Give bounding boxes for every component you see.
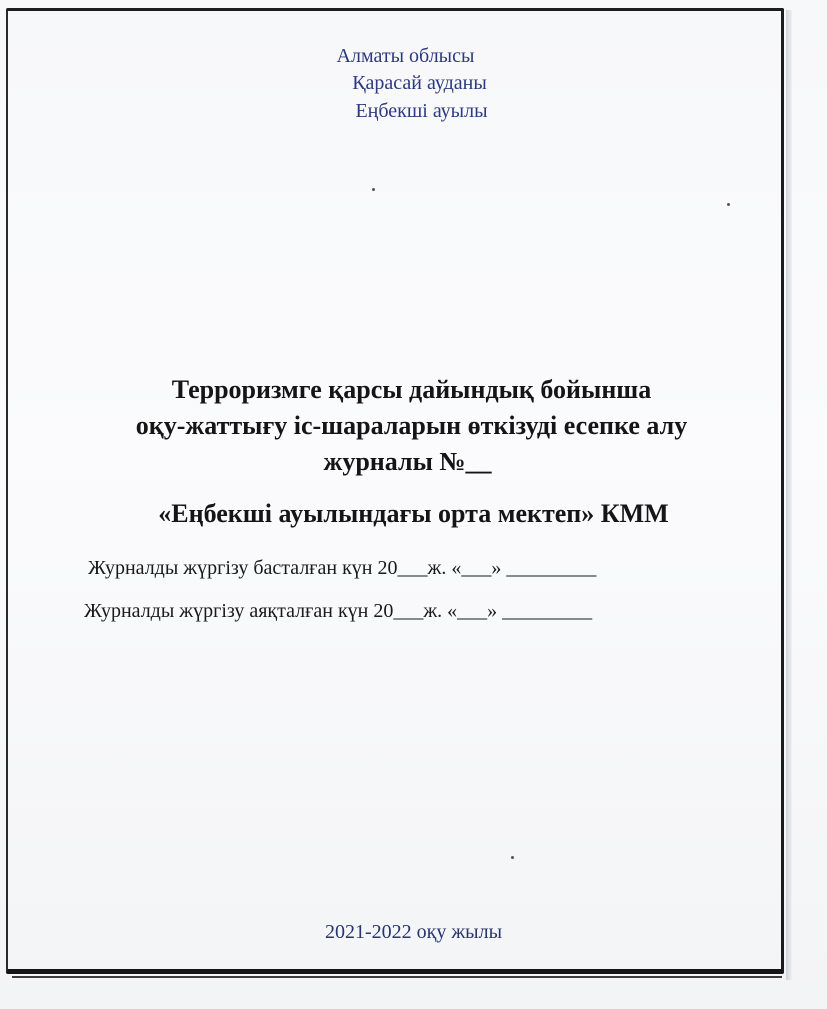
journal-start-date-field: Журналды жүргізу басталған күн 20___ж. «___» _________	[88, 557, 597, 579]
document-title-line-2: оқу-жаттығу іс-шараларын өткізуді есепке алу	[135, 411, 688, 440]
scan-speck	[511, 856, 514, 859]
scan-speck	[372, 188, 375, 191]
header-region: Алматы облысы	[336, 45, 475, 67]
journal-end-date-field: Журналды жүргізу аяқталған күн 20___ж. «___» _________	[84, 600, 593, 622]
page-border-frame	[6, 8, 784, 974]
bottom-border-line	[12, 976, 782, 978]
header-village: Еңбекші ауылы	[355, 100, 488, 122]
page-edge-shadow	[786, 10, 792, 980]
document-title-line-3: журналы №__	[323, 447, 492, 476]
organization-name: «Еңбекші ауылындағы орта мектеп» КММ	[158, 499, 669, 528]
academic-year: 2021-2022 оқу жылы	[324, 921, 503, 943]
scan-speck	[727, 203, 730, 206]
header-district: Қарасай ауданы	[352, 72, 487, 94]
document-title-line-1: Терроризмге қарсы дайындық бойынша	[171, 375, 652, 404]
